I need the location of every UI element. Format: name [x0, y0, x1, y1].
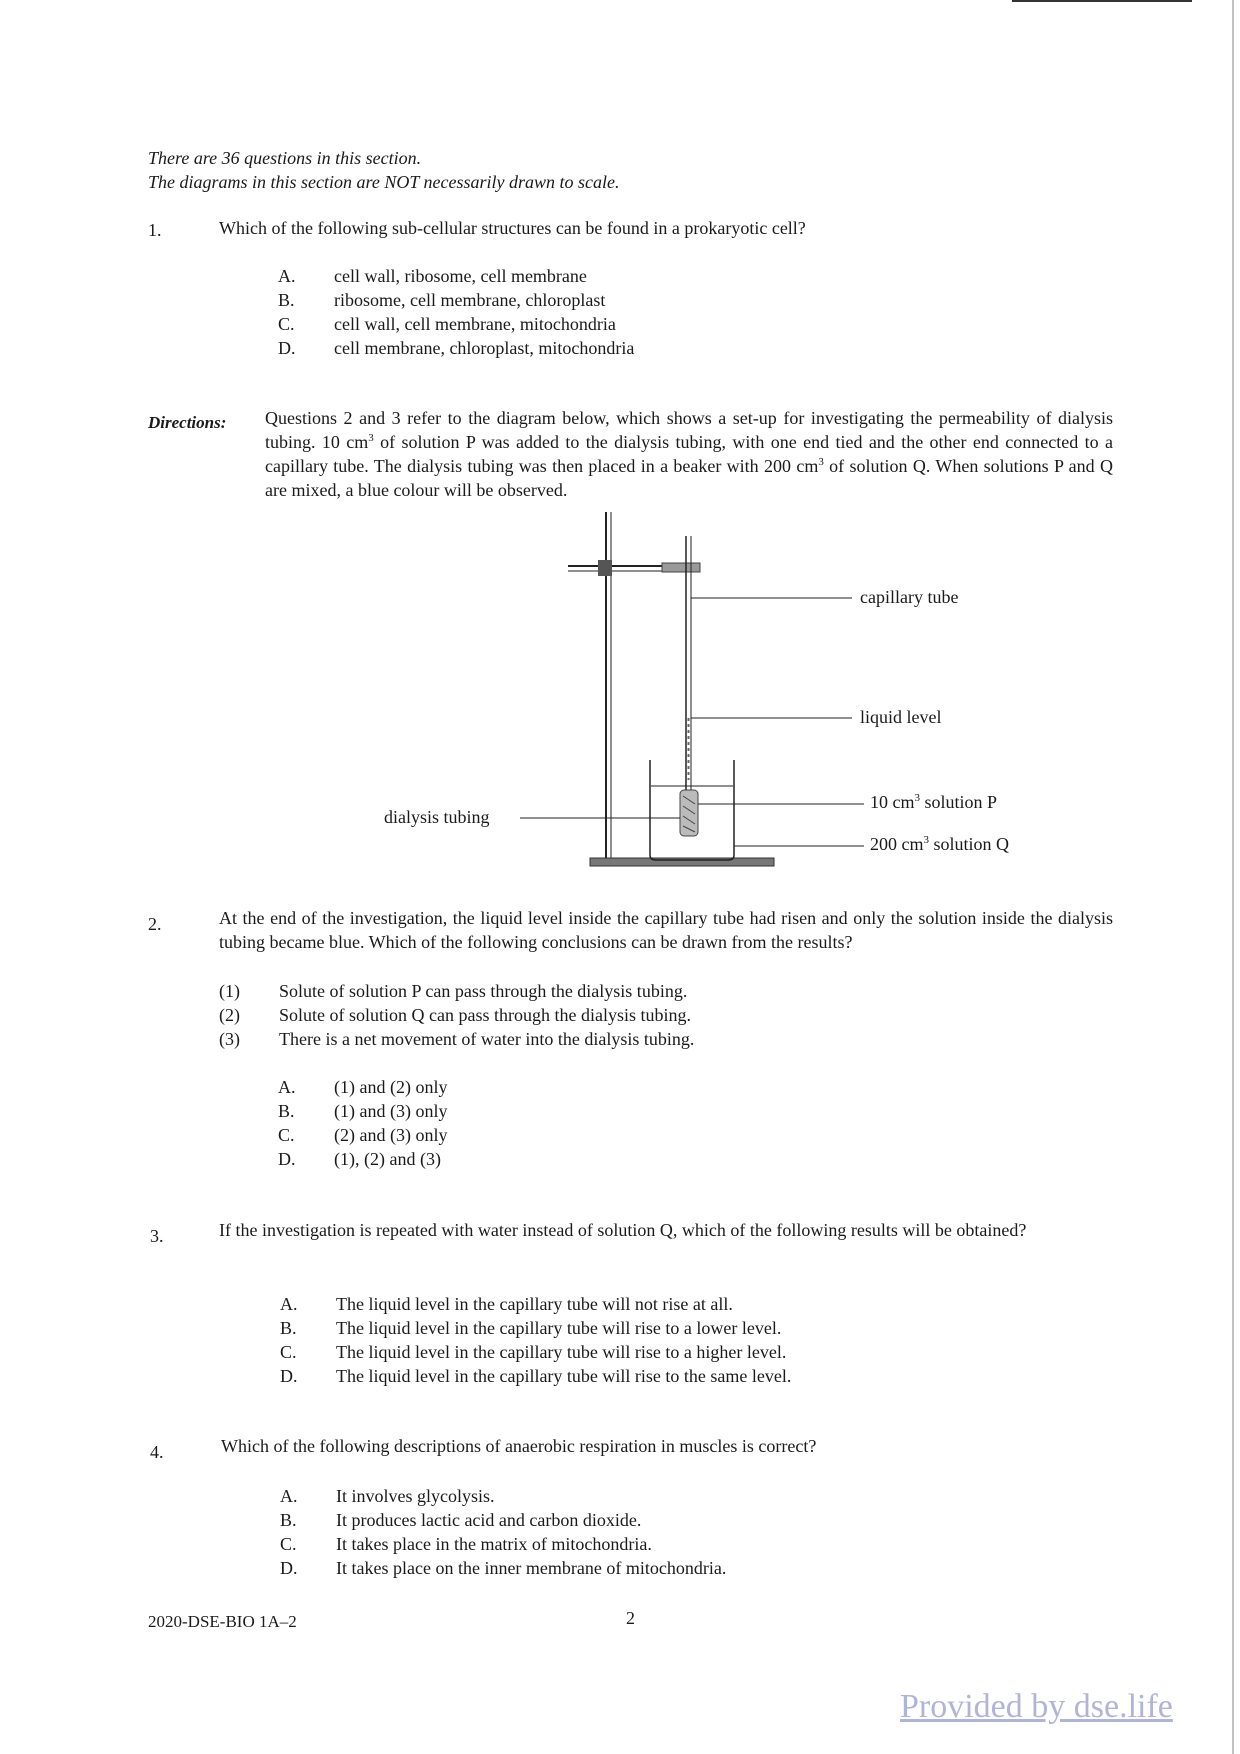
q3-option-b	[280, 1316, 791, 1340]
label-liquid-level: liquid level	[860, 707, 942, 727]
directions-part-1: Questions 2 and 3 refer to the diagram below, which shows a set-up for investigating the permeability of dialysis tubing. 10 cm	[265, 408, 1113, 452]
option-letter: B.	[280, 1510, 297, 1530]
intro-line-2: The diagrams in this section are NOT necessarily drawn to scale.	[148, 172, 620, 192]
option-text: It takes place in the matrix of mitochondria.	[336, 1534, 652, 1554]
q2-statement-1	[219, 979, 694, 1003]
clamp-boss	[598, 560, 612, 576]
label-text: solution P	[920, 792, 998, 812]
statement-text: Solute of solution Q can pass through the dialysis tubing.	[279, 1005, 691, 1025]
q3-option-a	[280, 1292, 791, 1316]
label-text: 200 cm	[870, 834, 924, 854]
superscript: 3	[368, 432, 374, 444]
label-dialysis-tubing: dialysis tubing	[384, 807, 490, 827]
q4-text: Which of the following descriptions of anaerobic respiration in muscles is correct?	[221, 1436, 817, 1456]
option-text: (2) and (3) only	[334, 1125, 448, 1145]
q4-number: 4.	[150, 1442, 164, 1462]
statement-text: There is a net movement of water into the dialysis tubing.	[279, 1029, 695, 1049]
clamp-jaw	[662, 563, 700, 572]
superscript: 3	[818, 456, 824, 468]
option-text: cell wall, ribosome, cell membrane	[334, 266, 587, 286]
option-text: The liquid level in the capillary tube will not rise at all.	[336, 1294, 733, 1314]
option-text: It produces lactic acid and carbon dioxide.	[336, 1510, 642, 1530]
superscript: 3	[914, 792, 920, 804]
statement-text: Solute of solution P can pass through the dialysis tubing.	[279, 981, 688, 1001]
q4-option-a	[280, 1484, 726, 1508]
source-watermark-link[interactable]: Provided by dse.life	[900, 1688, 1173, 1725]
option-letter: C.	[280, 1342, 297, 1362]
q4-options	[280, 1484, 726, 1580]
option-text: ribosome, cell membrane, chloroplast	[334, 290, 606, 310]
option-text: It involves glycolysis.	[336, 1486, 495, 1506]
option-letter: C.	[280, 1534, 297, 1554]
option-text: It takes place on the inner membrane of mitochondria.	[336, 1558, 727, 1578]
q2-options	[278, 1075, 447, 1171]
q2-number: 2.	[148, 914, 162, 934]
superscript: 3	[923, 834, 929, 846]
q2-option-c	[278, 1123, 447, 1147]
option-letter: A.	[278, 266, 296, 286]
option-letter: B.	[280, 1318, 297, 1338]
intro-line-1: There are 36 questions in this section.	[148, 148, 422, 168]
stand-base	[590, 858, 774, 866]
q3-text: If the investigation is repeated with water instead of solution Q, which of the following results will be obtained?	[219, 1220, 1027, 1240]
option-letter: A.	[278, 1077, 296, 1097]
q3-option-d	[280, 1364, 791, 1388]
q4-option-b	[280, 1508, 726, 1532]
directions-part-3: of solution Q. When solutions P and Q are mixed, a blue colour will be observed.	[265, 456, 1114, 500]
q4-option-d	[280, 1556, 726, 1580]
statement-number: (2)	[219, 1005, 240, 1025]
label-text: solution Q	[929, 834, 1010, 854]
q2-option-d	[278, 1147, 447, 1171]
q2-text: At the end of the investigation, the liquid level inside the capillary tube had risen and only the solution inside the dialysis tubing became blue. Which of the following conclusions can be drawn from the results?	[219, 908, 1113, 952]
paper-code: 2020-DSE-BIO 1A–2	[148, 1612, 297, 1631]
q1-number: 1.	[148, 220, 162, 240]
q3-options	[280, 1292, 791, 1388]
q4-option-c	[280, 1532, 726, 1556]
option-text: The liquid level in the capillary tube will rise to a lower level.	[336, 1318, 782, 1338]
q2-statement-2	[219, 1003, 694, 1027]
option-text: cell membrane, chloroplast, mitochondria	[334, 338, 635, 358]
option-letter: A.	[280, 1486, 298, 1506]
option-letter: D.	[278, 1149, 296, 1169]
q2-statement-3	[219, 1027, 694, 1051]
option-letter: B.	[278, 290, 295, 310]
option-letter: D.	[278, 338, 296, 358]
label-solution-q	[870, 834, 1009, 855]
q2-option-a	[278, 1075, 447, 1099]
directions-part-2: of solution P was added to the dialysis tubing, with one end tied and the other end connected to a capillary tube. The dialysis tubing was then placed in a beaker with 200 cm	[265, 432, 1113, 476]
option-text: The liquid level in the capillary tube will rise to a higher level.	[336, 1342, 787, 1362]
option-letter: D.	[280, 1366, 298, 1386]
q2-option-b	[278, 1099, 447, 1123]
statement-number: (3)	[219, 1029, 240, 1049]
label-text: 10 cm	[870, 792, 915, 812]
option-text: (1), (2) and (3)	[334, 1149, 441, 1169]
statement-number: (1)	[219, 981, 240, 1001]
option-text: cell wall, cell membrane, mitochondria	[334, 314, 616, 334]
directions-label: Directions:	[148, 413, 227, 432]
option-letter: C.	[278, 314, 295, 334]
q1-text: Which of the following sub-cellular structures can be found in a prokaryotic cell?	[219, 218, 806, 238]
page-number: 2	[626, 1608, 635, 1628]
option-text: The liquid level in the capillary tube will rise to the same level.	[336, 1366, 792, 1386]
q3-option-c	[280, 1340, 791, 1364]
option-text: (1) and (3) only	[334, 1101, 448, 1121]
label-capillary-tube: capillary tube	[860, 587, 959, 607]
option-letter: C.	[278, 1125, 295, 1145]
q2-statements	[219, 979, 694, 1051]
label-solution-p	[870, 792, 997, 813]
option-letter: B.	[278, 1101, 295, 1121]
option-letter: D.	[280, 1558, 298, 1578]
option-letter: A.	[280, 1294, 298, 1314]
q3-number: 3.	[150, 1226, 164, 1246]
option-text: (1) and (2) only	[334, 1077, 448, 1097]
